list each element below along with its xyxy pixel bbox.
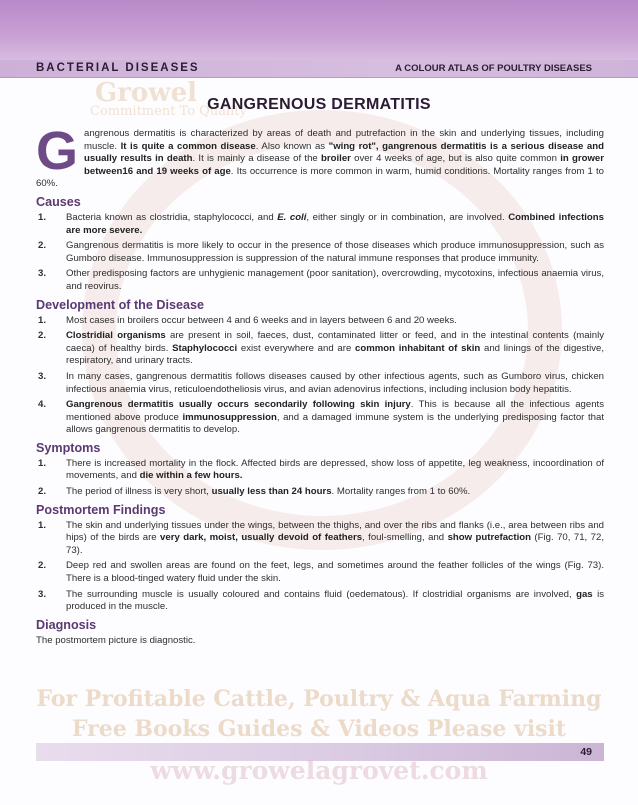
list-item: 1. Most cases in broilers occur between 4 and 6 weeks and in layers between 6 and 20 weeks. — [38, 314, 457, 326]
section-heading-development: Development of the Disease — [36, 297, 204, 312]
page-number: 49 — [580, 746, 592, 758]
section-heading-causes: Causes — [36, 194, 81, 209]
list-item: 4. Gangrenous dermatitis usually occurs secondarily following skin injury. This is because all the infectious agents mentioned above produce immunosuppression, and a damaged immune system is the underlying predisposing factor that allows gangrenous dermatitis to develop. — [38, 399, 604, 436]
symptoms-list — [36, 458, 604, 499]
list-item: 3. In many cases, gangrenous dermatitis follows diseases caused by other infectious agents, such as Gumboro virus, chicken infectious anaemia virus, reticuloendotheliosis virus, and avian adenovirus infections, including inclusion body hepatitis. — [38, 370, 604, 395]
list-item: 3. The surrounding muscle is usually coloured and contains fluid (oedematous). If clostridial organisms are involved, gas is produced in the muscle. — [38, 588, 604, 613]
list-item: 1. The skin and underlying tissues under the wings, between the thighs, and over the ribs and flanks (i.e., area between ribs and hips) of the birds are very dark, moist, usually devoid of feathers, foul-smelling, and show putrefaction (Fig. 70, 71, 72, 73). — [38, 519, 604, 556]
intro-paragraph: G angrenous dermatitis is characterized by areas of death and putrefaction in the skin and underlying tissues, including muscle. It is quite a common disease. Also known as "wing rot", gangrenous dermatitis is a serious disease and usually results in death. It is mainly a disease of the broiler over 4 weeks of age, but is also quite common in grower between16 and 19 weeks of age. Its occurrence is more common in warm, humid conditions. Mortality ranges from 1 to 60%. — [36, 121, 604, 190]
watermark-promo-line-1: For Profitable Cattle, Poultry & Aqua Farming — [36, 686, 602, 712]
drop-cap: G — [36, 121, 79, 181]
article-body — [36, 122, 604, 647]
watermark-tagline: Commitment To Quality — [90, 104, 247, 119]
section-heading-diagnosis: Diagnosis — [36, 617, 97, 632]
list-item: 2. Clostridial organisms are present in soil, faeces, dust, contaminated litter or feed, and in the intestinal contents (mainly caeca) of healthy birds. Staphylococci exist everywhere and are common inhabitant of skin and linings of the digestive, respiratory, and urinary tracts. — [38, 330, 605, 367]
list-item: 2. The period of illness is very short, usually less than 24 hours. Mortality ranges from 1 to 60%. — [38, 486, 471, 498]
list-item: 2. Gangrenous dermatitis is more likely to occur in the presence of those diseases which produce immunosuppression, such as Gumboro disease. Immunosuppression is suppression of the natural immune responses that produce immunity. — [38, 240, 604, 264]
running-head-section: BACTERIAL DISEASES — [36, 62, 200, 74]
diagnosis-text: The postmortem picture is diagnostic. — [36, 634, 196, 646]
list-item: 2. Deep red and swollen areas are found on the feet, legs, and sometimes around the feather follicles of the wings (Fig. 73). There is a blood-tinged watery fluid under the skin. — [38, 560, 604, 585]
running-head-book: A COLOUR ATLAS OF POULTRY DISEASES — [395, 63, 592, 74]
causes-list — [36, 212, 604, 294]
page-title: GANGRENOUS DERMATITIS — [207, 96, 431, 113]
watermark-brand: Growel — [95, 78, 198, 108]
list-item: 1. Bacteria known as clostridia, staphylococci, and E. coli, either singly or in combination, are involved. Combined infections are more severe. — [38, 211, 604, 236]
list-item: 1. There is increased mortality in the flock. Affected birds are depressed, show loss of appetite, leg weakness, incoordination of movements, and die within a few hours. — [38, 457, 604, 482]
development-list — [36, 315, 604, 437]
list-item: 3. Other predisposing factors are unhygienic management (poor sanitation), overcrowding, mycotoxins, infectious anaemia virus, and reovirus. — [38, 268, 604, 292]
section-heading-postmortem: Postmortem Findings — [36, 502, 166, 517]
postmortem-list — [36, 520, 604, 614]
watermark-promo-line-2: Free Books Guides & Videos Please visit — [71, 716, 567, 742]
section-heading-symptoms: Symptoms — [36, 440, 101, 455]
watermark-url: www.growelagrovet.com — [150, 756, 488, 785]
